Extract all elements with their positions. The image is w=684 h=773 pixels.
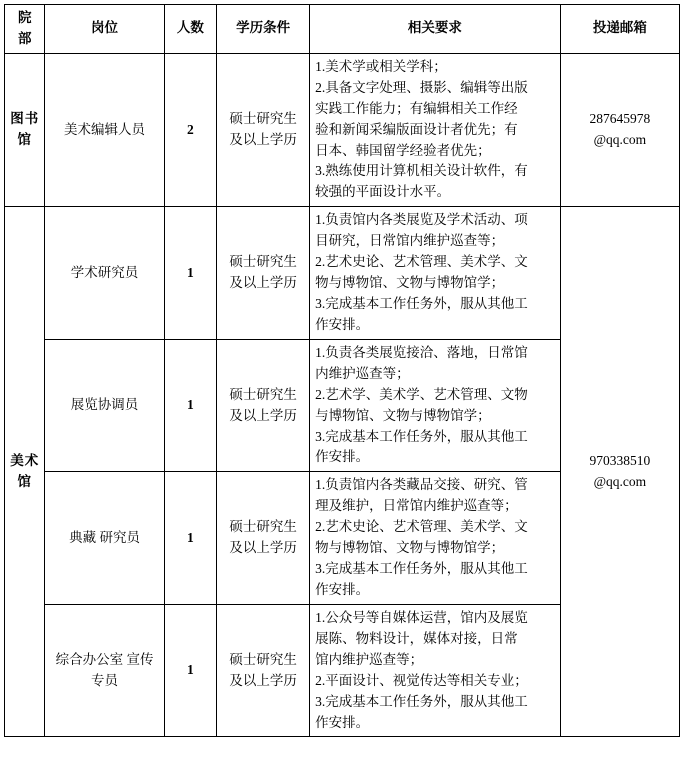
- requirement-line: 验和新闻采编版面设计者优先；有: [315, 121, 518, 137]
- email-cell-art-museum[interactable]: [560, 207, 679, 737]
- education-cell: [217, 472, 310, 605]
- header-department-line2: 部: [17, 30, 32, 46]
- education-line1: 硕士研究生: [229, 386, 297, 402]
- recruitment-table: [4, 4, 680, 737]
- requirement-line: 3.熟练使用计算机相关设计软件，有: [315, 163, 528, 179]
- education-line1: 硕士研究生: [229, 519, 297, 535]
- requirement-line: 目研究，日常馆内维护巡查等；: [315, 233, 505, 249]
- education-cell: [217, 53, 310, 206]
- requirement-line: 实践工作能力；有编辑相关工作经: [315, 100, 518, 116]
- requirements-cell: [310, 604, 561, 737]
- post-line1: 综合办公室: [55, 651, 124, 667]
- requirements-cell: [310, 53, 561, 206]
- header-department-line1: 院: [17, 10, 32, 25]
- requirement-line: 1.负责馆内各类展览及学术活动、项: [315, 212, 528, 228]
- requirement-line: 日本、韩国留学经验者优先；: [315, 142, 491, 158]
- requirement-line: 2.艺术学、美术学、艺术管理、文物: [315, 386, 528, 402]
- header-email: 投递邮箱: [560, 5, 679, 54]
- requirement-line: 3.完成基本工作任务外，服从其他工: [315, 295, 528, 311]
- requirement-line: 1.美术学或相关学科；: [315, 58, 447, 74]
- requirement-line: 3.完成基本工作任务外，服从其他工: [315, 561, 528, 577]
- requirements-cell: [310, 339, 561, 472]
- education-cell: [217, 339, 310, 472]
- requirement-line: 与博物馆、文物与博物馆学；: [315, 407, 491, 423]
- requirement-line: 3.完成基本工作任务外，服从其他工: [315, 428, 528, 444]
- requirement-line: 物与博物馆、文物与博物馆学；: [315, 540, 505, 556]
- post-cell: [45, 472, 164, 605]
- post-line1: 典藏: [69, 529, 97, 545]
- post-cell: [45, 604, 164, 737]
- requirement-line: 内维护巡查等；: [315, 365, 410, 381]
- education-line2: 及以上学历: [229, 275, 297, 291]
- requirement-line: 物与博物馆、文物与博物馆学；: [315, 275, 505, 291]
- header-education: 学历条件: [217, 5, 310, 54]
- table-row: [5, 53, 680, 206]
- header-department: [5, 5, 45, 54]
- requirement-line: 1.负责馆内各类藏品交接、研究、管: [315, 477, 528, 493]
- department-cell-art-museum: 美术馆: [5, 207, 45, 737]
- education-cell: [217, 207, 310, 340]
- post-line2: 研究员: [99, 529, 140, 545]
- post-line2: 宣传专员: [91, 651, 154, 688]
- requirement-line: 理及维护，日常馆内维护巡查等；: [315, 498, 518, 514]
- requirement-line: 作安排。: [315, 581, 370, 597]
- email-line2: @qq.com: [593, 473, 647, 489]
- requirement-line: 展陈、物料设计，媒体对接，日常: [315, 630, 518, 646]
- requirement-line: 1.负责各类展览接洽、落地，日常馆: [315, 344, 528, 360]
- education-line2: 及以上学历: [229, 132, 297, 148]
- requirement-line: 2.具备文字处理、摄影、编辑等出版: [315, 79, 528, 95]
- requirement-line: 2.艺术史论、艺术管理、美术学、文: [315, 254, 528, 270]
- count-cell: 1: [164, 472, 217, 605]
- requirement-line: 2.平面设计、视觉传达等相关专业；: [315, 672, 528, 688]
- post-cell: 美术编辑人员: [45, 53, 164, 206]
- table-row: [5, 207, 680, 340]
- requirement-line: 1.公众号等自媒体运营，馆内及展览: [315, 609, 528, 625]
- education-line1: 硕士研究生: [229, 254, 297, 270]
- table-header-row: [5, 5, 680, 54]
- requirement-line: 作安排。: [315, 316, 370, 332]
- count-cell: 1: [164, 339, 217, 472]
- count-cell: 2: [164, 53, 217, 206]
- count-cell: 1: [164, 604, 217, 737]
- email-line2: @qq.com: [593, 132, 647, 148]
- education-line1: 硕士研究生: [229, 111, 297, 127]
- education-line2: 及以上学历: [229, 672, 297, 688]
- requirement-line: 馆内维护巡查等；: [315, 651, 424, 667]
- requirement-line: 作安排。: [315, 449, 370, 465]
- requirement-line: 3.完成基本工作任务外，服从其他工: [315, 693, 528, 709]
- post-cell: 学术研究员: [45, 207, 164, 340]
- requirement-line: 作安排。: [315, 714, 370, 730]
- requirements-cell: [310, 472, 561, 605]
- email-line1: 970338510: [589, 452, 651, 468]
- post-cell: 展览协调员: [45, 339, 164, 472]
- requirement-line: 2.艺术史论、艺术管理、美术学、文: [315, 519, 528, 535]
- count-cell: 1: [164, 207, 217, 340]
- email-cell-library[interactable]: [560, 53, 679, 206]
- education-line1: 硕士研究生: [229, 651, 297, 667]
- header-requirements: 相关要求: [310, 5, 561, 54]
- department-cell-library: 图书馆: [5, 53, 45, 206]
- education-line2: 及以上学历: [229, 407, 297, 423]
- education-cell: [217, 604, 310, 737]
- education-line2: 及以上学历: [229, 540, 297, 556]
- requirements-cell: [310, 207, 561, 340]
- requirement-line: 较强的平面设计水平。: [315, 184, 451, 200]
- email-line1: 287645978: [589, 111, 651, 127]
- header-post: 岗位: [45, 5, 164, 54]
- header-count: 人数: [164, 5, 217, 54]
